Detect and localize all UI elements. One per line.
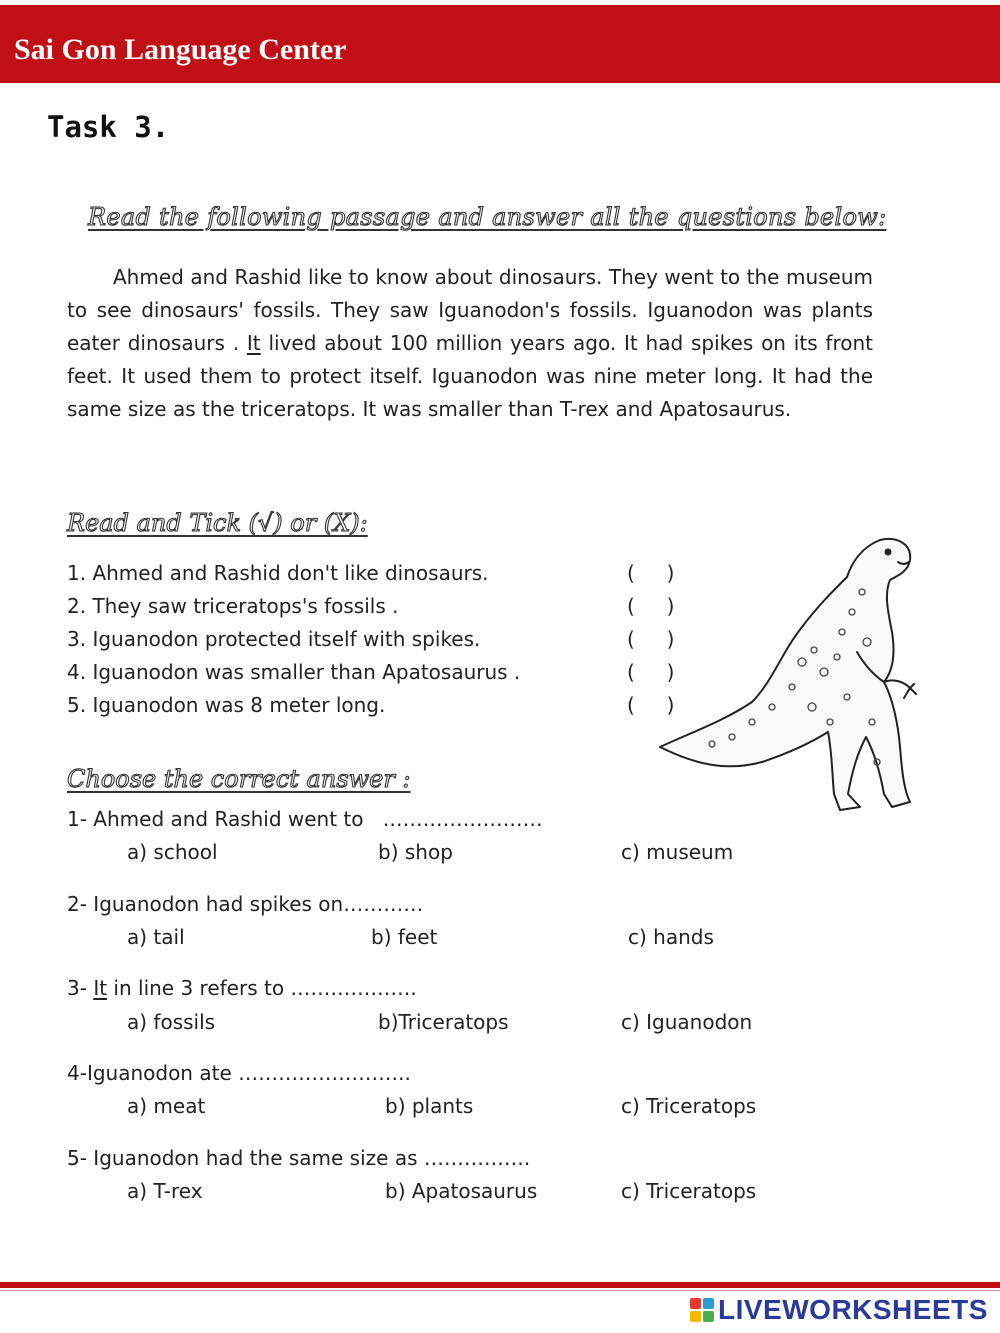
header-bar <box>0 5 1000 83</box>
tick-box-4[interactable]: ( ) <box>627 660 675 684</box>
question-3-referent-it: It <box>93 976 108 1000</box>
passage-line-6: It was smaller than T-rex and Apatosaurus. <box>362 397 792 421</box>
iguanodon-illustration-icon <box>652 532 920 817</box>
question-2-option-b[interactable]: b) feet <box>371 925 438 949</box>
question-5-option-c[interactable]: c) Triceratops <box>621 1179 757 1203</box>
question-3-option-c[interactable]: c) Iguanodon <box>621 1010 753 1034</box>
question-4-blank[interactable]: …………………….. <box>238 1061 411 1085</box>
passage-line-1: Ahmed and Rashid like to know about dinosaurs. They went to the <box>113 265 780 289</box>
question-5-option-b[interactable]: b) Apatosaurus <box>385 1179 538 1203</box>
question-1-option-a[interactable]: a) school <box>127 840 218 864</box>
question-5 <box>67 1146 530 1170</box>
question-1 <box>67 807 543 831</box>
tick-heading: Read and Tick (√) or (X): <box>67 509 368 537</box>
footer-divider <box>0 1282 1000 1288</box>
question-3-stem-pre: 3- <box>67 976 94 1000</box>
tick-item-4: 4. Iguanodon was smaller than Apatosaurus . <box>67 660 521 684</box>
center-name: Sai Gon Language Center <box>14 33 347 66</box>
passage-line-4: ago. It had spikes on its front feet. It used them to protect itself. <box>67 331 873 388</box>
question-5-blank[interactable]: ……………. <box>423 1146 531 1170</box>
question-2-option-c[interactable]: c) hands <box>628 925 714 949</box>
tick-box-3[interactable]: ( ) <box>627 627 675 651</box>
question-3-blank[interactable]: ………………. <box>290 976 417 1000</box>
choose-heading: Choose the correct answer : <box>67 765 411 793</box>
question-3-stem-post: in line 3 refers to <box>107 976 285 1000</box>
question-3-option-a[interactable]: a) fossils <box>127 1010 216 1034</box>
question-1-stem: 1- Ahmed and Rashid went to <box>67 807 364 831</box>
question-1-blank[interactable]: …………………… <box>382 807 543 831</box>
tick-item-2: 2. They saw triceratops's fossils . <box>67 594 399 618</box>
passage-line-5: Iguanodon was nine meter long. It had the same size as the triceratops. <box>67 364 873 421</box>
passage-line-3a: Iguanodon was plants eater dinosaurs . <box>67 298 873 355</box>
question-5-stem: 5- Iguanodon had the same size as <box>67 1146 418 1170</box>
question-2-blank[interactable]: ………… <box>343 892 424 916</box>
liveworksheets-mark-icon <box>690 1298 714 1322</box>
question-4 <box>67 1061 411 1085</box>
passage-referent-it: It <box>246 331 261 355</box>
task-title: Task 3. <box>47 110 170 144</box>
liveworksheets-logo <box>690 1292 988 1328</box>
question-2 <box>67 892 423 916</box>
tick-box-1[interactable]: ( ) <box>627 561 675 585</box>
liveworksheets-wordmark: LIVEWORKSHEETS <box>718 1294 988 1325</box>
question-3 <box>67 976 417 1000</box>
question-4-option-b[interactable]: b) plants <box>385 1094 474 1118</box>
passage-heading: Read the following passage and answer all the questions below: <box>88 203 887 231</box>
tick-item-5: 5. Iguanodon was 8 meter long. <box>67 693 386 717</box>
reading-passage <box>67 261 873 426</box>
question-2-stem: 2- Iguanodon had spikes on <box>67 892 344 916</box>
tick-item-1: 1. Ahmed and Rashid don't like dinosaurs. <box>67 561 489 585</box>
question-1-option-c[interactable]: c) museum <box>621 840 734 864</box>
question-4-option-c[interactable]: c) Triceratops <box>621 1094 757 1118</box>
footer-divider-thin <box>0 1290 1000 1291</box>
question-4-stem: 4-Iguanodon ate <box>67 1061 232 1085</box>
question-3-option-b[interactable]: b)Triceratops <box>378 1010 509 1034</box>
passage-line-2: museum to see dinosaurs' fossils. They saw Iguanodon's fossils. <box>67 265 874 322</box>
question-1-option-b[interactable]: b) shop <box>378 840 453 864</box>
question-5-option-a[interactable]: a) T-rex <box>127 1179 203 1203</box>
passage-line-3b: lived about 100 million years <box>260 331 566 355</box>
tick-item-3: 3. Iguanodon protected itself with spikes. <box>67 627 481 651</box>
question-4-option-a[interactable]: a) meat <box>127 1094 206 1118</box>
tick-box-2[interactable]: ( ) <box>627 594 675 618</box>
tick-box-5[interactable]: ( ) <box>627 693 675 717</box>
question-2-option-a[interactable]: a) tail <box>127 925 185 949</box>
